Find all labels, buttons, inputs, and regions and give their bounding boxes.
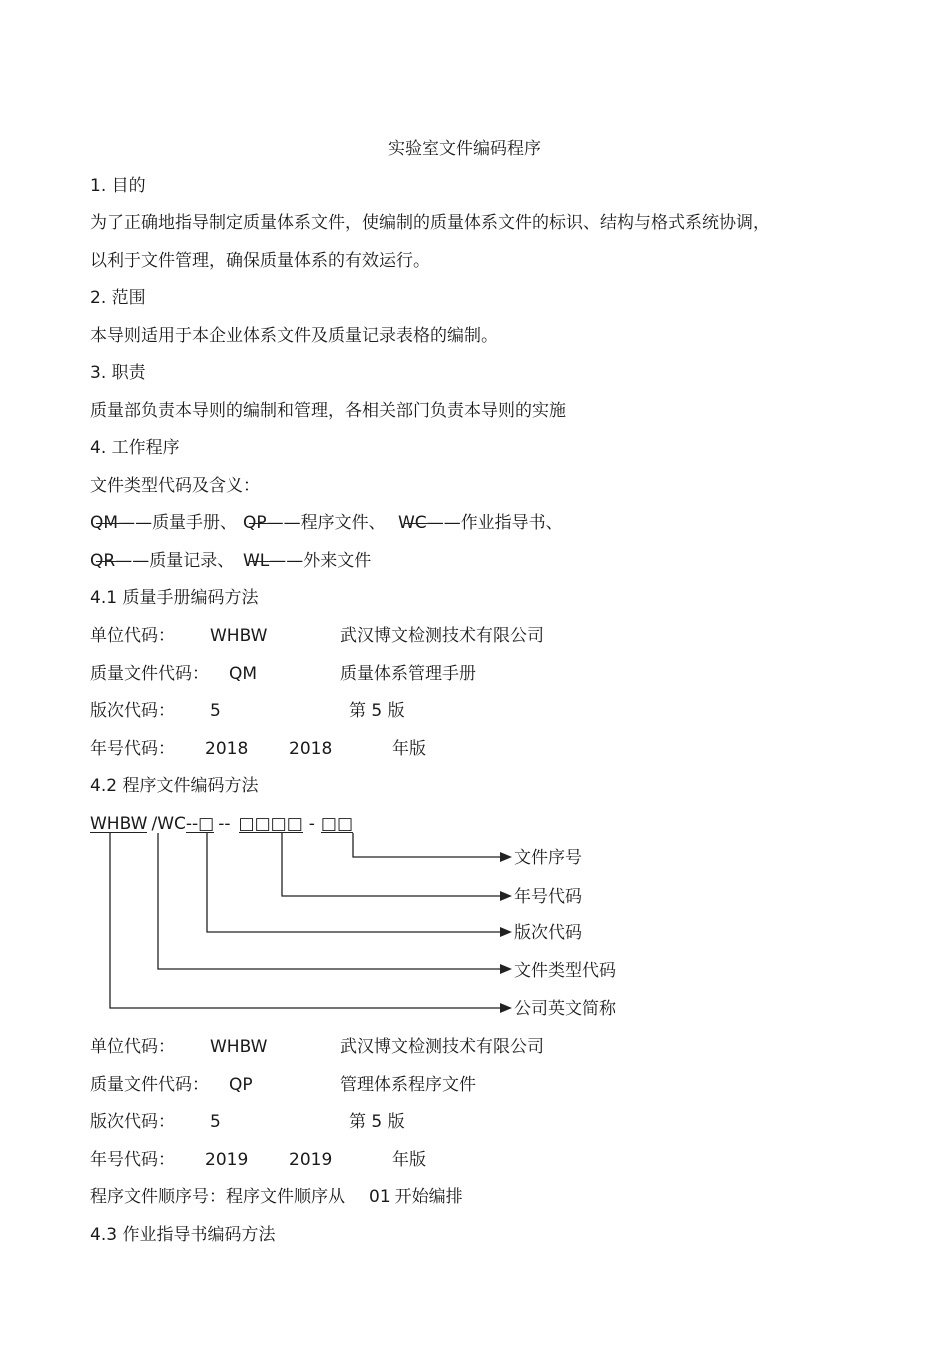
type-code-qr: QR——质量记录、 — [90, 551, 235, 571]
s41-edition-desc: 第 5 版 — [349, 701, 405, 721]
code-seq-boxes: □□ — [320, 814, 354, 834]
section-2-text: 本导则适用于本企业体系文件及质量记录表格的编制。 — [90, 326, 498, 346]
s41-year-label: 年号代码： — [90, 739, 175, 759]
arrow-label-type: 文件类型代码 — [514, 961, 616, 981]
code-structure: WHBW /WC--□ -- □□□□ - □□ — [90, 814, 354, 834]
section-4-3-heading: 4.3 作业指导书编码方法 — [90, 1225, 276, 1245]
s42-year-label: 年号代码： — [90, 1150, 175, 1170]
s42-doc-desc: 管理体系程序文件 — [340, 1075, 476, 1095]
s42-edition-code: 5 — [210, 1112, 221, 1132]
type-code-wl: WL——外来文件 — [243, 551, 372, 571]
connector-type — [158, 833, 506, 969]
s42-doc-code: QP — [229, 1075, 253, 1095]
section-1-heading: 1. 目的 — [90, 176, 146, 196]
section-1-text-line1: 为了正确地指导制定质量体系文件，使编制的质量体系文件的标识、结构与格式系统协调， — [90, 213, 770, 233]
s41-doc-code: QM — [229, 664, 258, 684]
s41-doc-label: 质量文件代码： — [90, 664, 209, 684]
s41-year-code: 2018 — [205, 739, 249, 759]
section-1-text-line2: 以利于文件管理，确保质量体系的有效运行。 — [90, 251, 430, 271]
type-code-wc: WC——作业指导书、 — [398, 513, 563, 533]
s41-unit-desc: 武汉博文检测技术有限公司 — [340, 626, 544, 646]
code-year-boxes: □□□□ — [238, 814, 303, 834]
section-3-heading: 3. 职责 — [90, 363, 146, 383]
s41-doc-desc: 质量体系管理手册 — [340, 664, 476, 684]
section-4-1-heading: 4.1 质量手册编码方法 — [90, 588, 259, 608]
type-code-qp: QP——程序文件、 — [243, 513, 386, 533]
connector-seq — [353, 833, 506, 857]
s41-edition-code: 5 — [210, 701, 221, 721]
code-edition-boxes: □ — [198, 814, 215, 834]
section-3-text: 质量部负责本导则的编制和管理，各相关部门负责本导则的实施 — [90, 401, 566, 421]
s42-unit-desc: 武汉博文检测技术有限公司 — [340, 1037, 544, 1057]
s42-year-code-2: 2019 — [289, 1150, 333, 1170]
arrowhead-year — [500, 891, 512, 901]
s41-year-code-2: 2018 — [289, 739, 333, 759]
arrowhead-company — [500, 1003, 512, 1013]
arrowhead-edition — [500, 927, 512, 937]
s42-unit-label: 单位代码： — [90, 1037, 175, 1057]
s42-doc-label: 质量文件代码： — [90, 1075, 209, 1095]
arrow-label-year: 年号代码 — [514, 887, 582, 907]
document-title: 实验室文件编码程序 — [388, 139, 541, 159]
s42-year-desc: 年版 — [392, 1150, 426, 1170]
s41-edition-label: 版次代码： — [90, 701, 175, 721]
connector-company — [110, 833, 506, 1008]
s41-unit-code: WHBW — [210, 626, 268, 646]
s41-unit-label: 单位代码： — [90, 626, 175, 646]
connector-year — [282, 833, 506, 896]
arrow-label-seq: 文件序号 — [514, 848, 582, 868]
s42-edition-desc: 第 5 版 — [349, 1112, 405, 1132]
type-codes-intro: 文件类型代码及含义： — [90, 476, 260, 496]
type-code-qm: QM——质量手册、 — [90, 513, 238, 533]
s42-edition-label: 版次代码： — [90, 1112, 175, 1132]
arrow-label-company: 公司英文简称 — [514, 999, 616, 1019]
arrowhead-type — [500, 964, 512, 974]
s42-year-code: 2019 — [205, 1150, 249, 1170]
section-2-heading: 2. 范围 — [90, 288, 146, 308]
section-4-2-heading: 4.2 程序文件编码方法 — [90, 776, 259, 796]
s42-seq-note: 程序文件顺序号：程序文件顺序从 01 开始编排 — [90, 1187, 463, 1207]
connector-edition — [207, 833, 506, 932]
arrowhead-seq — [500, 852, 512, 862]
section-4-heading: 4. 工作程序 — [90, 438, 180, 458]
s41-year-desc: 年版 — [392, 739, 426, 759]
s42-unit-code: WHBW — [210, 1037, 268, 1057]
code-type-part: WC — [157, 814, 186, 834]
code-company-part: WHBW — [90, 814, 148, 834]
arrow-label-edition: 版次代码 — [514, 923, 582, 943]
